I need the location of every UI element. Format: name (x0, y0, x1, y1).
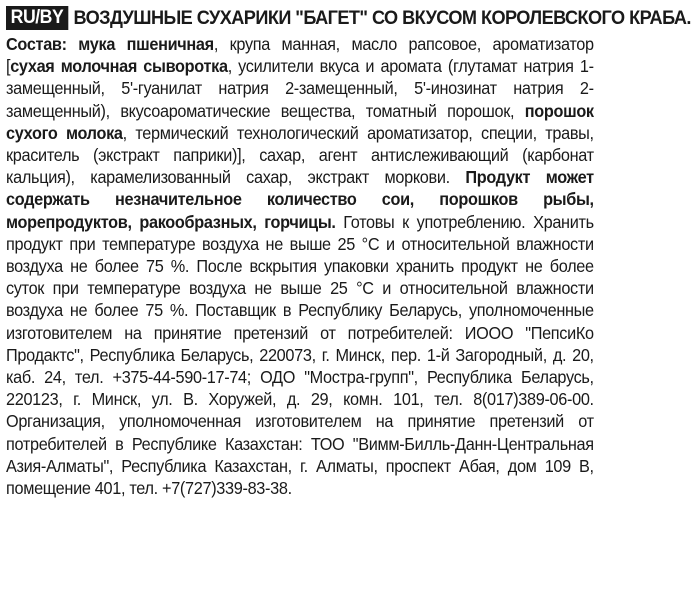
ingredient-allergen-milk-powder: порошок сухого молока (6, 100, 594, 143)
product-title: ВОЗДУШНЫЕ СУХАРИКИ "БАГЕТ" СО ВКУСОМ КОРОЛЕВСКОГО КРАБА. (73, 7, 691, 29)
ingredient-allergen-whey: сухая молочная сыворотка (10, 56, 228, 77)
composition-text (6, 33, 594, 499)
label-header (6, 6, 691, 30)
allergen-warning: Продукт может содержать незначительное количество сои, порошков рыбы, морепродуктов, ракообразных, горчицы. (6, 167, 594, 232)
ingredients-text-2: , усилители вкуса и аромата (глутамат натрия 1-замещенный, 5'-гуанилат натрия 2-замещенный, 5'-инозинат натрия 2-замещенный), вкусоароматические вещества, томатный порошок, (6, 56, 594, 121)
ingredient-allergen-wheat-flour: мука пшеничная (78, 34, 214, 54)
product-label (6, 6, 691, 499)
storage-and-contacts-text: Готовы к употреблению. Хранить продукт при температуре воздуха не выше 25 °С и относительной влажности воздуха не более 75 %. После вскрытия упаковки хранить продукт не более суток при температуре воздуха не выше 25 °С и относительной влажности воздуха не более 75 %. Поставщик в Республику Беларусь, уполномоченные изготовителем на принятие претензий от потребителей: ИООО "ПепсиКо Продактс", Республика Беларусь, 220073, г. Минск, пер. 1-й Загородный, д. 20, каб. 24, тел. +375-44-590-17-74; ОДО "Мостра-групп", Республика Беларусь, 220123, г. Минск, ул. В. Хоружей, д. 29, комн. 101, тел. 8(017)389-06-00. Организация, уполномоченная изготовителем на принятие претензий от потребителей в Республике Казахстан: ТОО "Вимм-Билль-Данн-Центральная Азия-Алматы", Республика Казахстан, г. Алматы, проспект Абая, дом 109 В, помещение 401, тел. +7(727)339-83-38. (6, 211, 594, 499)
ingredients-text-1: , крупа манная, масло рапсовое, ароматизатор [ (6, 34, 594, 77)
language-badge: RU/BY (6, 6, 68, 30)
ingredients-text-3: , термический технологический ароматизатор, специи, травы, краситель (экстракт паприки)], сахар, агент антислеживающий (карбонат кальция), карамелизованный сахар, экстракт моркови. (6, 122, 594, 188)
composition-label: Состав: (6, 34, 67, 54)
